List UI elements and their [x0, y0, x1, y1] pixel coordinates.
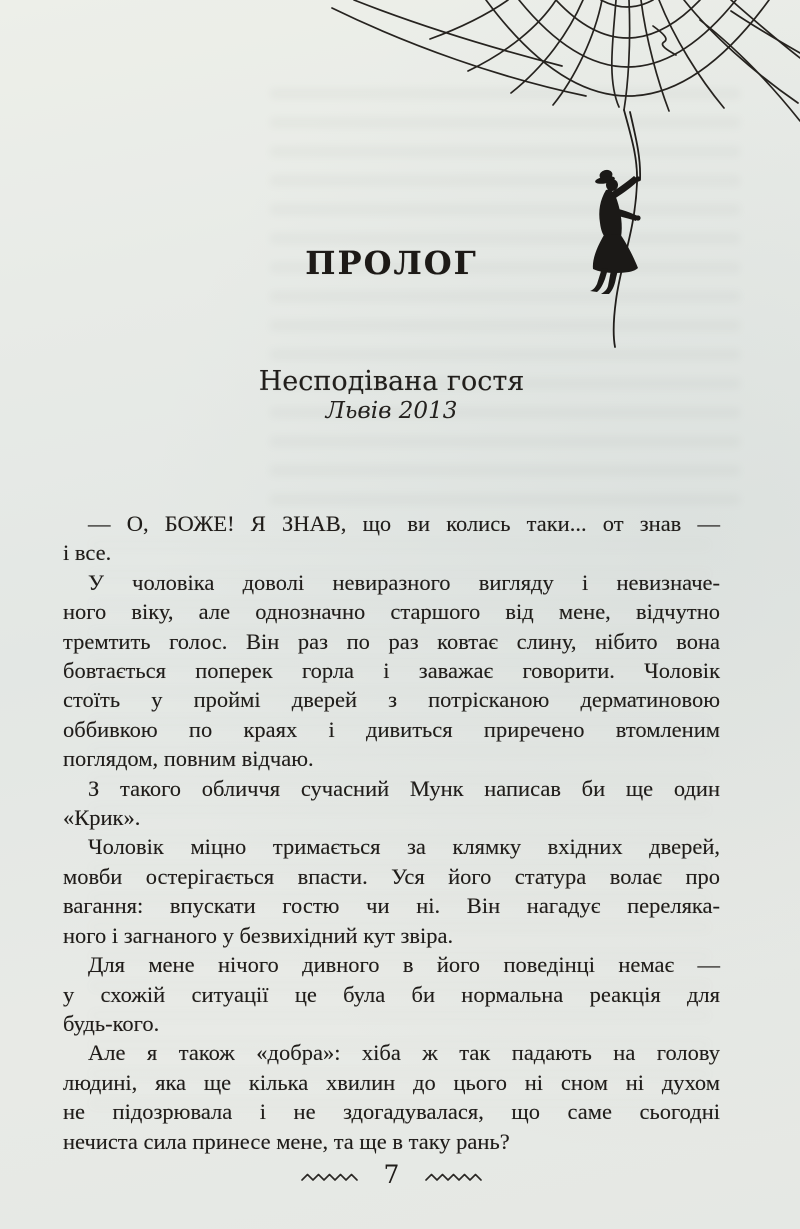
text-line: і все.	[63, 540, 112, 566]
text-line: ного віку, але однозначно старшого від мене, відчутно	[63, 599, 720, 625]
chapter-heading: ПРОЛОГ	[305, 244, 478, 282]
spider-web-illustration	[0, 0, 800, 360]
text-line: людині, яка ще кілька хвилин до цього ні сном ні духом	[63, 1069, 720, 1095]
page-number: 7	[383, 1160, 400, 1189]
text-line: мовби остерігається впасти. Уся його статура волає про	[63, 863, 720, 889]
chapter-subtitle: Несподівана гостя	[258, 366, 525, 397]
text-line: нечиста сила принесе мене, та ще в таку рань?	[63, 1128, 510, 1154]
page-footer	[63, 1160, 720, 1190]
text-line: будь-кого.	[63, 1010, 160, 1036]
text-line: «Крик».	[63, 805, 141, 831]
text-line: ного і загнаного у безвихідний кут звіра.	[63, 922, 454, 948]
text-line: у схожій ситуації це була би нормальна реакція для	[63, 981, 720, 1007]
text-line: Для мене нічого дивного в його поведінці немає —	[88, 952, 720, 978]
zigzag-ornament-right	[425, 1172, 482, 1183]
text-line: — О, БОЖЕ! Я ЗНАВ, що ви колись таки... от знав —	[88, 511, 720, 536]
text-line: вагання: впускати гостю чи ні. Він нагадує переляка-	[63, 893, 720, 919]
text-line: З такого обличчя сучасний Мунк написав би ще один	[88, 775, 720, 801]
text-line: поглядом, повним відчаю.	[63, 746, 314, 772]
text-line: бовтається поперек горла і заважає говорити. Чоловік	[63, 658, 720, 684]
spider-web	[332, 0, 800, 121]
text-line: стоїть у проймі дверей з потрісканою дерматиновою	[63, 687, 720, 713]
chapter-dateline: Львів 2013	[325, 398, 458, 424]
page-showthrough-texture	[270, 88, 740, 508]
text-line: тремтить голос. Він раз по раз ковтає слину, нібито вона	[63, 628, 720, 654]
body-text	[63, 509, 720, 1156]
text-line: Чоловік міцно тримається за клямку вхідних дверей,	[88, 834, 720, 860]
text-line: оббивкою по краях і дивиться приречено втомленим	[63, 716, 720, 742]
text-line: Але я також «добра»: хіба ж так падають на голову	[88, 1040, 720, 1066]
zigzag-ornament-left	[301, 1172, 358, 1183]
text-line: У чоловіка доволі невиразного вигляду і невизначе-	[88, 569, 720, 595]
text-line: не підозрювала і не здогадувалася, що саме сьогодні	[63, 1099, 720, 1125]
web-thread	[614, 110, 641, 347]
